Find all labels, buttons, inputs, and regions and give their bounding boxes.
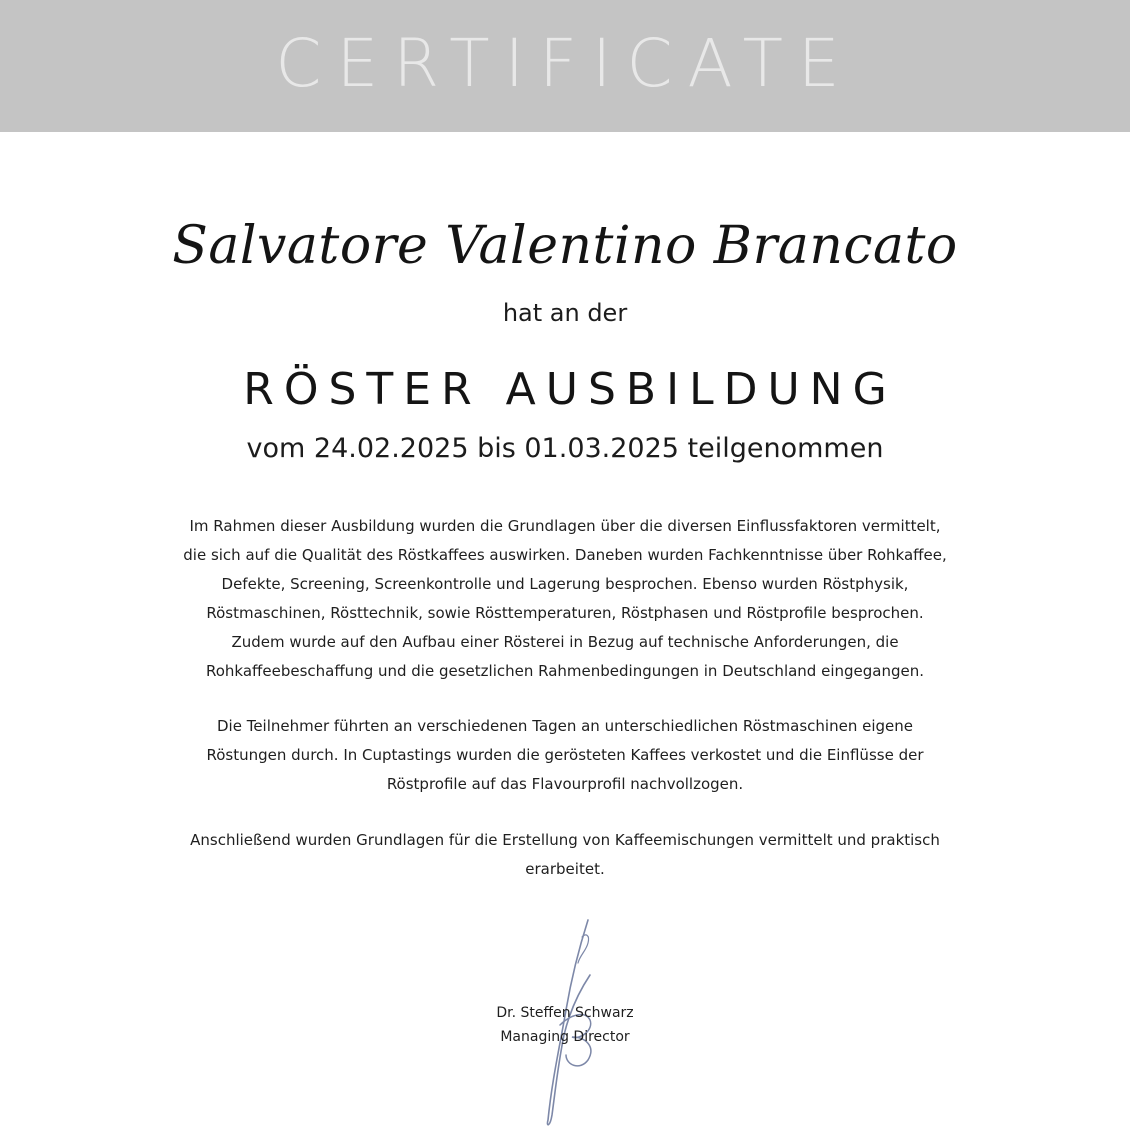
paragraph-line: die sich auf die Qualität des Röstkaffees auswirken. Daneben wurden Fachkenntnisse über Rohkaffee, [183,546,947,564]
certificate-title: CERTIFICATE [275,25,855,102]
paragraph-line: Die Teilnehmer führten an verschiedenen Tagen an unterschiedlichen Röstmaschinen eigene [216,717,913,735]
description-paragraph-3 [110,826,1020,884]
paragraph-line: Im Rahmen dieser Ausbildung wurden die Grundlagen über die diversen Einflussfaktoren vermittelt, [189,517,941,535]
signer-name: Dr. Steffen Schwarz [496,1005,634,1021]
paragraph-line: Röstmaschinen, Rösttechnik, sowie Rösttemperaturen, Röstphasen und Röstprofile besprochen. [206,604,924,622]
paragraph-line: Röstungen durch. In Cuptastings wurden die gerösteten Kaffees verkostet und die Einflüsse der [206,746,924,764]
description-paragraph-1 [110,512,1020,686]
paragraph-line: Röstprofile auf das Flavourprofil nachvollzogen. [386,775,744,793]
course-dates: vom 24.02.2025 bis 01.03.2025 teilgenommen [246,433,884,464]
certificate-banner [0,0,1130,132]
intro-text: hat an der [502,299,628,327]
paragraph-line: Rohkaffeebeschaffung und die gesetzlichen Rahmenbedingungen in Deutschland eingegangen. [206,662,924,680]
paragraph-line: Anschließend wurden Grundlagen für die Erstellung von Kaffeemischungen vermittelt und praktisch [190,831,940,849]
paragraph-line: erarbeitet. [525,860,605,878]
signer-role: Managing Director [500,1029,630,1045]
paragraph-line: Zudem wurde auf den Aufbau einer Rösterei in Bezug auf technische Anforderungen, die [231,633,899,651]
course-title: RÖSTER AUSBILDUNG [243,364,897,415]
recipient-name: Salvatore Valentino Brancato [172,216,958,276]
paragraph-line: Defekte, Screening, Screenkontrolle und Lagerung besprochen. Ebenso wurden Röstphysik, [221,575,909,593]
description-paragraph-2 [110,712,1020,799]
